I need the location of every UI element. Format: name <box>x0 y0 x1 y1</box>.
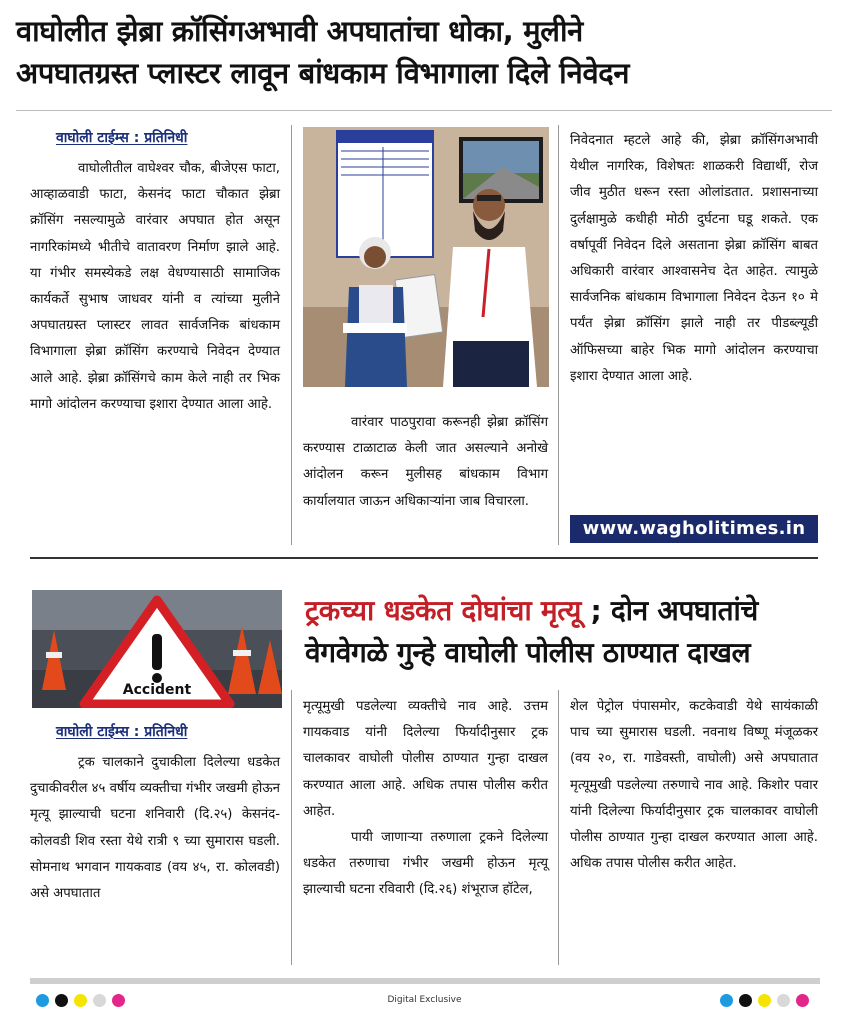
article2-column2b-text: पायी जाणाऱ्या तरुणाला ट्रकने दिलेल्या धडकेत तरुणाचा गंभीर जखमी होऊन मृत्यू झाल्याची घटना रविवारी (दि.२६) शंभूराज हॉटेल, <box>303 830 548 898</box>
section-divider <box>30 557 818 559</box>
color-dot <box>720 994 733 1007</box>
accident-sign-text: Accident <box>122 682 192 698</box>
article1-headline <box>16 10 836 94</box>
article2-column2a-text: मृत्यूमुखी पडलेल्या व्यक्तीचे नाव आहे. उत्तम गायकवाड यांनी दिलेल्या फिर्यादीनुसार ट्रक चालकावर वाघोली पोलीस ठाण्यात गुन्हा दाखल करण्यात आला आहे. अधिक तपास पोलीस करीत आहेत. <box>303 699 548 819</box>
column-divider <box>558 125 559 545</box>
article1-byline: वाघोली टाईम्स : प्रतिनिधी <box>56 130 188 146</box>
article2-headline <box>305 590 825 674</box>
article2-column3 <box>570 694 818 877</box>
article1-column3-text: निवेदनात म्हटले आहे की, झेब्रा क्रॉसिंगअभावी येथील नागरिक, विशेषतः शाळकरी विद्यार्थी, रोज जीव मुठीत धरून रस्ता ओलांडतात. प्रशासनाच्या दुर्लक्षामुळे कधीही मोठी दुर्घटना घडू शकते. एक वर्षापूर्वी निवेदन दिले असताना झेब्रा क्रॉसिंग बाबत अधिकारी वारंवार आश्वासनेच देत आहेत. त्यामुळे सार्वजनिक बांधकाम विभागाला निवेदन देऊन १० मे पर्यंत झेब्रा क्रॉसिंग झाले नाही तर पीडब्ल्यूडी ऑफिसच्या बाहेर भिक मागो आंदोलन करण्याचा इशारा देण्यात आला आहे. <box>570 133 818 384</box>
article1-column2-text: वारंवार पाठपुरावा करूनही झेब्रा क्रॉसिंग करण्यास टाळाटाळ केली जात असल्याने अनोखे आंदोलन करून मुलीसह बांधकाम विभाग कार्यालयात जाऊन अधिकाऱ्यांना जाब विचारला. <box>303 415 548 509</box>
article2-headline-rest: दोन अपघातांचे <box>610 594 758 627</box>
column-divider <box>291 125 292 545</box>
column-divider <box>558 690 559 965</box>
column-divider <box>291 690 292 965</box>
article2-column2 <box>303 694 548 904</box>
article1-column2 <box>303 410 548 515</box>
article1-photo <box>303 127 549 387</box>
article2-headline-line2: वेगवेगळे गुन्हे वाघोली पोलीस ठाण्यात दाखल <box>305 636 751 669</box>
article2-column1-text: ट्रक चालकाने दुचाकीला दिलेल्या धडकेत दुचाकीवरील ४५ वर्षीय व्यक्तीचा गंभीर जखमी होऊन मृत्यू झाल्याची घटना शनिवारी (दि.२५) केसनंद-कोलवडी शिव रस्ता येथे रात्री ९ च्या सुमारास घडली. सोमनाथ भगवान गायकवाड (वय ४५, रा. कोलवडी) असे अपघातात <box>30 755 280 902</box>
article2-headline-separator: ; <box>581 594 611 627</box>
article1-headline-line2: अपघातग्रस्त प्लास्टर लावून बांधकाम विभागाला दिले निवेदन <box>16 56 630 90</box>
top-divider <box>16 110 832 111</box>
article2-headline-line1 <box>305 590 825 632</box>
footer-color-dots-right <box>720 992 815 1011</box>
color-dot <box>758 994 771 1007</box>
article2-column1 <box>30 750 280 907</box>
article2-byline: वाघोली टाईम्स : प्रतिनिधी <box>56 724 188 740</box>
color-dot <box>777 994 790 1007</box>
article1-column1 <box>30 156 280 418</box>
memorandum-handover-photo <box>303 127 549 387</box>
article2-column3-text: शेल पेट्रोल पंपासमोर, कटकेवाडी येथे सायंकाळी पाच च्या सुमारास घडली. नवनाथ विष्णू मंजूळकर (वय २०, रा. गाडेवस्ती, वाघोली) असे अपघातात मृत्यूमुखी पडलेल्या तरुणाचे नाव आहे. किशोर पवार यांनी दिलेल्या फिर्यादीनुसार ट्रक चालकावर वाघोली पोलीस ठाण्यात गुन्हा दाखल करण्यात आला आहे. अधिक तपास पोलीस करीत आहेत. <box>570 699 818 872</box>
footer-label: Digital Exclusive <box>387 995 462 1005</box>
website-banner[interactable]: www.wagholitimes.in <box>570 515 818 543</box>
accident-sign-image <box>32 590 282 708</box>
article1-column3 <box>570 128 818 390</box>
footer-bar <box>30 978 820 984</box>
article2-headline-red: ट्रकच्या धडकेत दोघांचा मृत्यू <box>305 594 582 627</box>
color-dot <box>796 994 809 1007</box>
article1-headline-line1: वाघोलीत झेब्रा क्रॉसिंगअभावी अपघातांचा धोका, मुलीने <box>16 14 583 48</box>
article1-column1-text: वाघोलीतील वाघेश्वर चौक, बीजेएस फाटा, आव्हाळवाडी फाटा, केसनंद फाटा चौकात झेब्रा क्रॉसिंग नसल्यामुळे वारंवार अपघात होत असून नागरिकांमध्ये भीतीचे वातावरण निर्माण झाले आहे. या गंभीर समस्येकडे लक्ष वेधण्यासाठी सामाजिक कार्यकर्ते सुभाष जाधवर यांनी व त्यांच्या मुलीने अपघातग्रस्त प्लास्टर लावत सार्वजनिक बांधकाम विभागाला झेब्रा क्रॉसिंग करण्याचे निवेदन देण्यात आले आहे. झेब्रा क्रॉसिंगचे काम केले नाही तर भिक मागो आंदोलन करण्याचा इशारा देण्यात आला आहे. <box>30 161 280 412</box>
color-dot <box>739 994 752 1007</box>
